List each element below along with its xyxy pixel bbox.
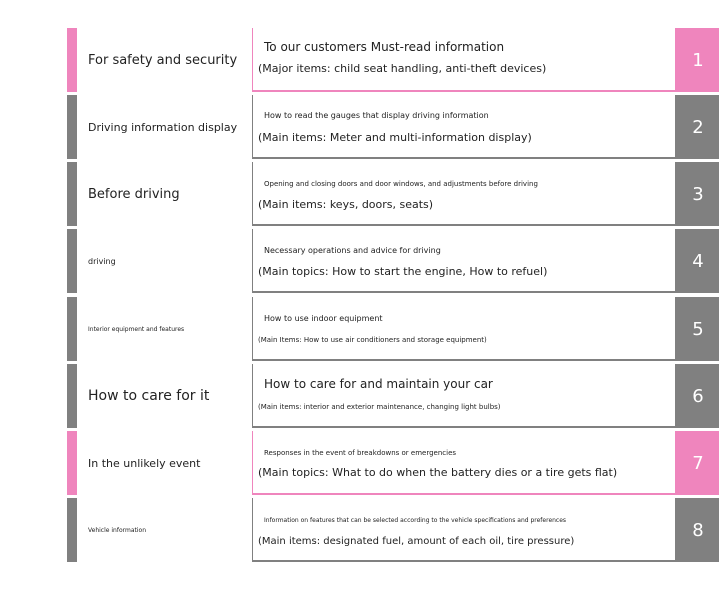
section-row-1[interactable] <box>0 28 719 92</box>
section-description: Responses in the event of breakdowns or emergencies <box>264 449 457 457</box>
section-description: How to use indoor equipment <box>264 314 383 323</box>
section-title: driving <box>88 256 116 266</box>
section-row-8[interactable] <box>0 498 719 562</box>
section-description: Information on features that can be selected according to the vehicle specifications and preferences <box>264 517 567 524</box>
section-row-2[interactable] <box>0 95 719 159</box>
section-tab <box>67 229 77 293</box>
section-description-box <box>252 297 677 361</box>
section-description-box <box>252 498 677 562</box>
section-tab <box>67 95 77 159</box>
section-title: In the unlikely event <box>88 456 201 470</box>
section-tab <box>67 297 77 361</box>
section-number: 8 <box>677 498 719 562</box>
section-main-items: (Main Items: How to use air conditioners and storage equipment) <box>258 336 487 344</box>
section-title: For safety and security <box>88 52 238 68</box>
section-main-items: (Main items: Meter and multi-information display) <box>258 131 532 144</box>
section-description-box <box>252 431 677 495</box>
section-number: 6 <box>677 364 719 428</box>
section-description: How to care for and maintain your car <box>264 377 493 391</box>
section-title: Vehicle information <box>88 526 146 534</box>
section-title: Interior equipment and features <box>88 325 185 333</box>
section-tab <box>67 431 77 495</box>
section-number: 1 <box>677 28 719 92</box>
section-description-box <box>252 162 677 226</box>
section-number: 7 <box>677 431 719 495</box>
section-number: 4 <box>677 229 719 293</box>
section-main-items: (Main topics: What to do when the battery dies or a tire gets flat) <box>258 466 618 479</box>
section-description-box <box>252 364 677 428</box>
section-description-box <box>252 95 677 159</box>
section-main-items: (Main items: keys, doors, seats) <box>258 198 434 211</box>
section-row-4[interactable] <box>0 229 719 293</box>
section-description: Opening and closing doors and door windows, and adjustments before driving <box>264 180 538 188</box>
section-main-items: (Main topics: How to start the engine, How to refuel) <box>258 265 548 278</box>
section-description-box <box>252 229 677 293</box>
section-description: To our customers Must-read information <box>264 40 505 54</box>
section-title: How to care for it <box>88 388 210 404</box>
section-tab <box>67 364 77 428</box>
section-row-7[interactable] <box>0 431 719 495</box>
section-title: Driving information display <box>88 120 238 134</box>
section-main-items: (Major items: child seat handling, anti-theft devices) <box>258 62 547 75</box>
section-row-3[interactable] <box>0 162 719 226</box>
section-description: Necessary operations and advice for driving <box>264 246 441 255</box>
section-tab <box>67 498 77 562</box>
section-main-items: (Main items: designated fuel, amount of each oil, tire pressure) <box>258 536 575 547</box>
section-number: 5 <box>677 297 719 361</box>
section-description: How to read the gauges that display driving information <box>264 111 489 120</box>
section-title: Before driving <box>88 186 180 202</box>
section-row-5[interactable] <box>0 297 719 361</box>
section-tab <box>67 162 77 226</box>
section-tab <box>67 28 77 92</box>
section-number: 3 <box>677 162 719 226</box>
section-number: 2 <box>677 95 719 159</box>
section-description-box <box>252 28 677 92</box>
section-main-items: (Main items: interior and exterior maintenance, changing light bulbs) <box>258 403 501 411</box>
section-row-6[interactable] <box>0 364 719 428</box>
